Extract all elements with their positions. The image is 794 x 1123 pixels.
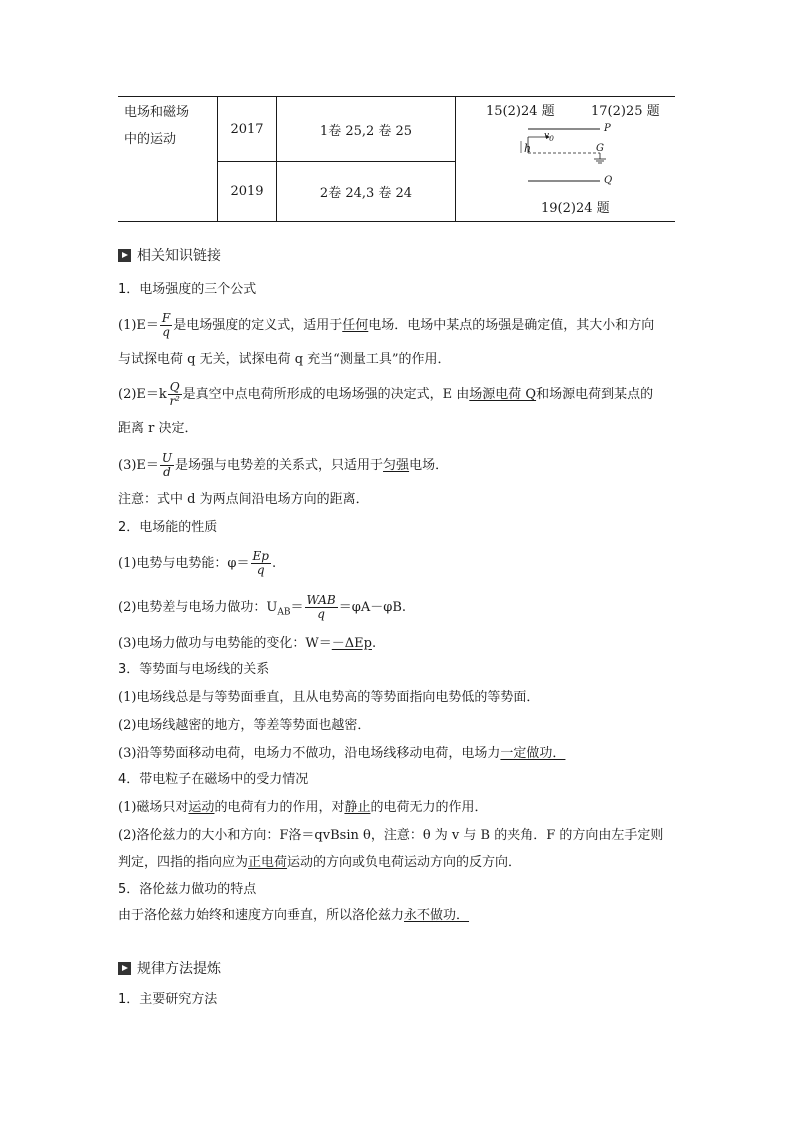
fraction: $\frac{Q}{\text{r²}}$ [169, 380, 180, 408]
k3-b: (2)电场线越密的地方，等差等势面也越密． [118, 718, 371, 733]
k2-c-line: (3)电场力做功与电势能的变化：W＝－ΔEp. [118, 636, 377, 651]
section-title: 相关知识链接 [137, 248, 221, 264]
k1-f3-line: (3)E＝ $\frac{U}{d}$ 是场强与电势差的关系式，只适用于匀强电场． [118, 451, 449, 479]
k4-title: 4．带电粒子在磁场中的受力情况 [118, 772, 309, 787]
h-label: h [524, 142, 532, 155]
exam-table [118, 96, 675, 222]
m1-title: 1．主要研究方法 [118, 992, 218, 1007]
section-header-methods [118, 958, 221, 978]
topic-line-2: 中的运动 [124, 132, 177, 147]
k5-title: 5．洛伦兹力做功的特点 [118, 882, 257, 897]
topic-cell [118, 97, 218, 222]
v0-label: $v_0$ [544, 131, 554, 143]
k1-f2-line: (2)E＝k $\frac{Q}{\text{r²}}$ 是真空中点电荷所形成的电场场强的决定式，E 由场源电荷 Q和场源电荷到某点的 [118, 380, 654, 408]
k2-title: 2．电场能的性质 [118, 520, 218, 535]
k2-b-line: (2)电势差与电场力做功：$U_{AB}=$ $\frac{\text{WAB}}{q}$ ＝φA－φB. [118, 593, 407, 621]
ref-b: 17(2)25 题 [591, 104, 660, 119]
year-cell: 2017 [218, 97, 277, 162]
k1-f1-line: (1)E＝ $\frac{F}{q}$ 是电场强度的定义式，适用于任何电场．电场中某点的场强是确定值，其大小和方向 [118, 311, 655, 339]
k4-a: (1)磁场只对运动的电荷有力的作用，对静止的电荷无力的作用． [118, 800, 488, 815]
topic-line-1: 电场和磁场 [124, 105, 190, 120]
play-triangle-icon [118, 962, 131, 975]
k1-f2-cont: 距离 r 决定． [118, 421, 198, 436]
k2-a-line: (1)电势与电势能：φ＝ $\frac{Ep}{q}$ . [118, 549, 277, 577]
ref-a: 15(2)24 题 [486, 104, 555, 119]
fraction: $\frac{\text{WAB}}{q}$ [306, 593, 336, 621]
k3-a: (1)电场线总是与等势面垂直，且从电势高的等势面指向电势低的等势面． [118, 690, 540, 705]
k3-c: (3)沿等势面移动电荷，电场力不做功，沿电场线移动电荷，电场力一定做功． [118, 746, 566, 761]
play-triangle-icon [118, 249, 131, 262]
k1-title: 1．电场强度的三个公式 [118, 282, 257, 297]
fraction: $\frac{F}{q}$ [161, 311, 171, 339]
k5-a: 由于洛伦兹力始终和速度方向垂直，所以洛伦兹力永不做功． [118, 908, 470, 923]
k1-f1-cont: 与试探电荷 q 无关，试探电荷 q 充当“测量工具”的作用． [118, 352, 451, 367]
p-label: P [604, 123, 611, 134]
k1-note: 注意：式中 d 为两点间沿电场方向的距离． [118, 492, 369, 507]
k4-b1: (2)洛伦兹力的大小和方向：F洛＝qvBsin θ，注意：θ 为 v 与 B 的夹角．F 的方向由左手定则 [118, 828, 664, 843]
k4-b2: 判定，四指的指向应为正电荷运动的方向或负电荷运动方向的反方向． [118, 855, 522, 870]
k3-title: 3．等势面与电场线的关系 [118, 662, 270, 677]
section-header-knowledge [118, 245, 221, 265]
q-label: Q [604, 175, 613, 186]
fraction: $\frac{Ep}{q}$ [252, 549, 269, 577]
g-label: G [596, 143, 604, 154]
section-title: 规律方法提炼 [137, 961, 221, 977]
papers-cell: 2卷 24,3 卷 24 [277, 162, 456, 222]
year-cell: 2019 [218, 162, 277, 222]
ref-c: 19(2)24 题 [541, 201, 610, 216]
figure-cell [456, 97, 676, 222]
fraction: $\frac{U}{d}$ [161, 451, 173, 479]
papers-cell: 1卷 25,2 卷 25 [277, 97, 456, 162]
